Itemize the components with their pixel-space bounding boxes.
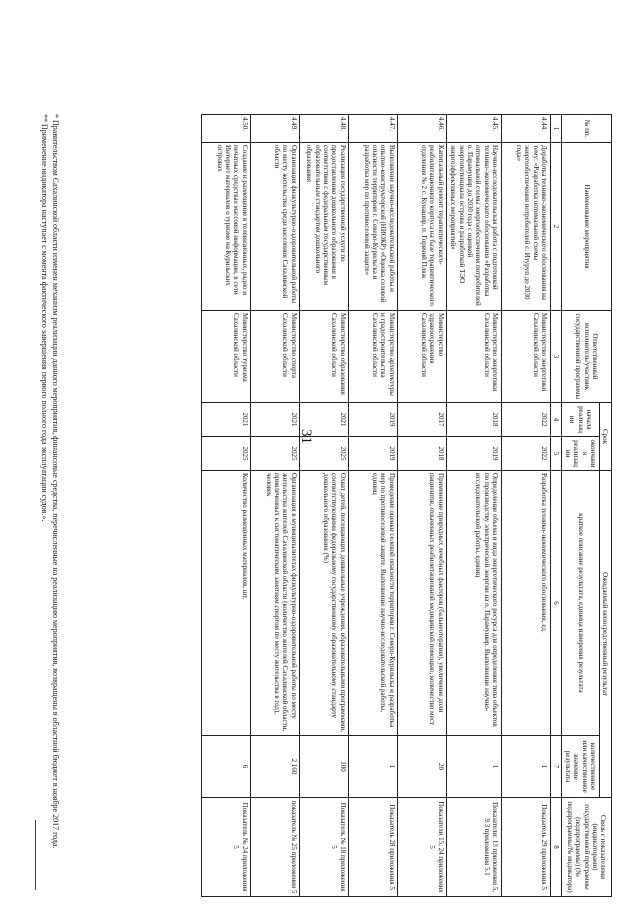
row-end: 2018 — [398, 437, 447, 471]
row-num: 4.45. — [447, 115, 501, 143]
header-result: Ожидаемый непосредственный результат — [599, 471, 611, 798]
row-value: 1 — [447, 736, 501, 798]
row-desc: Количество размещенных материалов, шт. — [202, 471, 251, 736]
header-result-value: количественное или качественное значение результата — [562, 736, 600, 798]
row-executor: Министерство архитектуры и градостроительства Сахалинской области — [349, 311, 398, 403]
row-name: Реализация государственной услуги по предоставлению дошкольного образования в соответствии с федеральным государственным образовательным стандартом дошкольного образования — [300, 143, 349, 311]
header-term-end: окончания реализации — [562, 437, 600, 471]
row-executor: Министерство образования Сахалинской области — [300, 311, 349, 403]
row-link: Показатель № 24 приложения 5 — [202, 798, 251, 897]
row-start: 2022 — [501, 403, 550, 437]
row-value: 2 160 — [251, 736, 300, 798]
row-executor: Министерство энергетики Сахалинской области — [447, 311, 501, 403]
row-desc: Применение природных лечебных факторов (бальнеотерапия), увеличение доли пациентов, охваченных реабилитационной медицинской помощью, количество мест — [398, 471, 447, 736]
row-desc: Охват детей, посещающих дошкольные учреждения, образовательными программами, соответствующими федеральному государственному образовательному стандарту дошкольного образования (%) — [300, 471, 349, 736]
row-num: 4.49. — [251, 115, 300, 143]
measures-table-rotated — [140, 114, 612, 896]
row-num: 4.50. — [202, 115, 251, 143]
table-row — [398, 115, 447, 897]
row-num: 4.44. — [501, 115, 550, 143]
row-start: 2018 — [447, 403, 501, 437]
row-end: 2025 — [202, 437, 251, 471]
row-name: Доработка технико-экономического обоснования на тему: «Разработка оптимальной схемы энергообеспечения потребителей с. Итуруп до 2030 года» — [501, 143, 550, 311]
table-row — [447, 115, 501, 897]
row-start: 2021 — [202, 403, 251, 437]
column-number-row — [550, 115, 561, 897]
footnotes — [38, 114, 60, 896]
row-desc: Организация в муниципалитетах физкультурно-оздоровительной работы по месту жительства жителей Сахалинской области (количество жителей Сахалинской области, привлеченных к систематическим занятиям спортом по месту жительства в год), человек — [251, 471, 300, 736]
row-value: 1 — [349, 736, 398, 798]
table-row — [300, 115, 349, 897]
row-name: Организация физкультурно-оздоровительной работы по месту жительства среди населения Сахалинской области — [251, 143, 300, 311]
row-end: 2022 — [501, 437, 550, 471]
row-start: 2021 — [251, 403, 300, 437]
row-value: 20 — [398, 736, 447, 798]
column-number: 7 — [550, 736, 561, 798]
row-desc: Разработка технико-экономического обоснования, ед. — [501, 471, 550, 736]
row-num: 4.48. — [300, 115, 349, 143]
row-start: 2019 — [349, 403, 398, 437]
row-link: Показатель 28 приложения 5 — [349, 798, 398, 897]
row-end: 2019 — [447, 437, 501, 471]
row-end: 2025 — [251, 437, 300, 471]
column-number: 8 — [550, 798, 561, 897]
footnote-star: * Правительством Сахалинской области изменен механизм реализации данного мероприятия, финансовые средства, перечисленные на реализацию мероприятия, возвращены в областной бюджет в ноябре 2017 года. — [51, 114, 60, 849]
column-number: 3 — [550, 311, 561, 403]
row-name: Выполнение научно-исследовательской работы и опытно-конструкторской (НИОКР) «Оценка селевой опасности территории г. Северо-Курильска и разработка мер по противоселевой защите» — [349, 143, 398, 311]
column-number: 2 — [550, 143, 561, 311]
table-row — [202, 115, 251, 897]
row-executor: Министерство энергетики Сахалинской области — [501, 311, 550, 403]
row-link: Показатель № 18 приложения 5 — [300, 798, 349, 897]
row-name: Научно-исследовательская работа с подготовкой технико-экономического обоснования «Разработка оптимальной схемы энергообеспечения потребителей о. Парамушир до 2030 года с оценкой энергопотенциала острова и разработкой ТЭО энергоэффективных мероприятий» — [447, 143, 501, 311]
column-number: 1 — [550, 115, 561, 143]
row-num: 4.47. — [349, 115, 398, 143]
row-name: Создание и размещение в телевизионных, радио и печатных средствах массовой информации, в сети Интернет материалов о туризме на Курильских островах — [202, 143, 251, 311]
table-row — [349, 115, 398, 897]
header-term: Срок — [599, 403, 611, 471]
column-number: 4 — [550, 403, 561, 437]
header-name: Наименование мероприятия — [562, 143, 612, 311]
page-number: 31 — [298, 429, 314, 444]
table-row — [501, 115, 550, 897]
row-value: 100 — [300, 736, 349, 798]
row-value: 6 — [202, 736, 251, 798]
row-name: Капитальный ремонт терапевтического-реабилитационного корпуса на базе терапевтического отделения № 2 с. Кунашир, п. Горячий Пляж — [398, 143, 447, 311]
header-term-start: начала реализации — [562, 403, 600, 437]
column-number: 6 — [550, 471, 561, 736]
row-executor: Министерство спорта Сахалинской области — [251, 311, 300, 403]
row-link: показатель № 25 приложения 5 — [251, 798, 300, 897]
row-desc: Проведение оценки селевой опасности территории г. Северо-Курильска и разработка мер по противоселевой защите. Выполнение научно-исследовательской работы, единиц — [349, 471, 398, 736]
row-link: Показатель 29 приложения 5 — [501, 798, 550, 897]
row-end: 2019 — [349, 437, 398, 471]
measures-table — [201, 114, 612, 897]
row-end: 2025 — [300, 437, 349, 471]
header-executor: Ответственный исполнитель/участник государственной программы — [562, 311, 612, 403]
header-link: Связь с показателями (индикаторами) государственной программы (подпрограммы) (№ подпрограммы/№ индикатора) — [562, 798, 612, 897]
footnote-double-star: ** Применение индикатора наступает с момента фактического завершения первого полного года эксплуатации судов.». — [40, 114, 50, 522]
row-num: 4.46. — [398, 115, 447, 143]
footnote-divider — [35, 820, 36, 890]
table-row — [251, 115, 300, 897]
column-number: 5 — [550, 437, 561, 471]
row-start: 2021 — [300, 403, 349, 437]
row-executor: Министерство здравоохранения Сахалинской области — [398, 311, 447, 403]
header-result-desc: краткое описание результата, единица измерения результата — [562, 471, 600, 736]
row-value: 1 — [501, 736, 550, 798]
row-executor: Министерство туризма Сахалинской области — [202, 311, 251, 403]
row-start: 2017 — [398, 403, 447, 437]
row-link: Показатели 15, 24 приложения 5 — [398, 798, 447, 897]
row-desc: Определение объема и вида энергетического ресурса для определения типа объектов по производству электрической энергии на о. Парамушир. Выполнение научно-исследовательской работы, единиц — [447, 471, 501, 736]
header-num: № пп. — [562, 115, 612, 143]
row-link: Показатели: 13 приложения 5, 9.3 приложения 5.1 — [447, 798, 501, 897]
